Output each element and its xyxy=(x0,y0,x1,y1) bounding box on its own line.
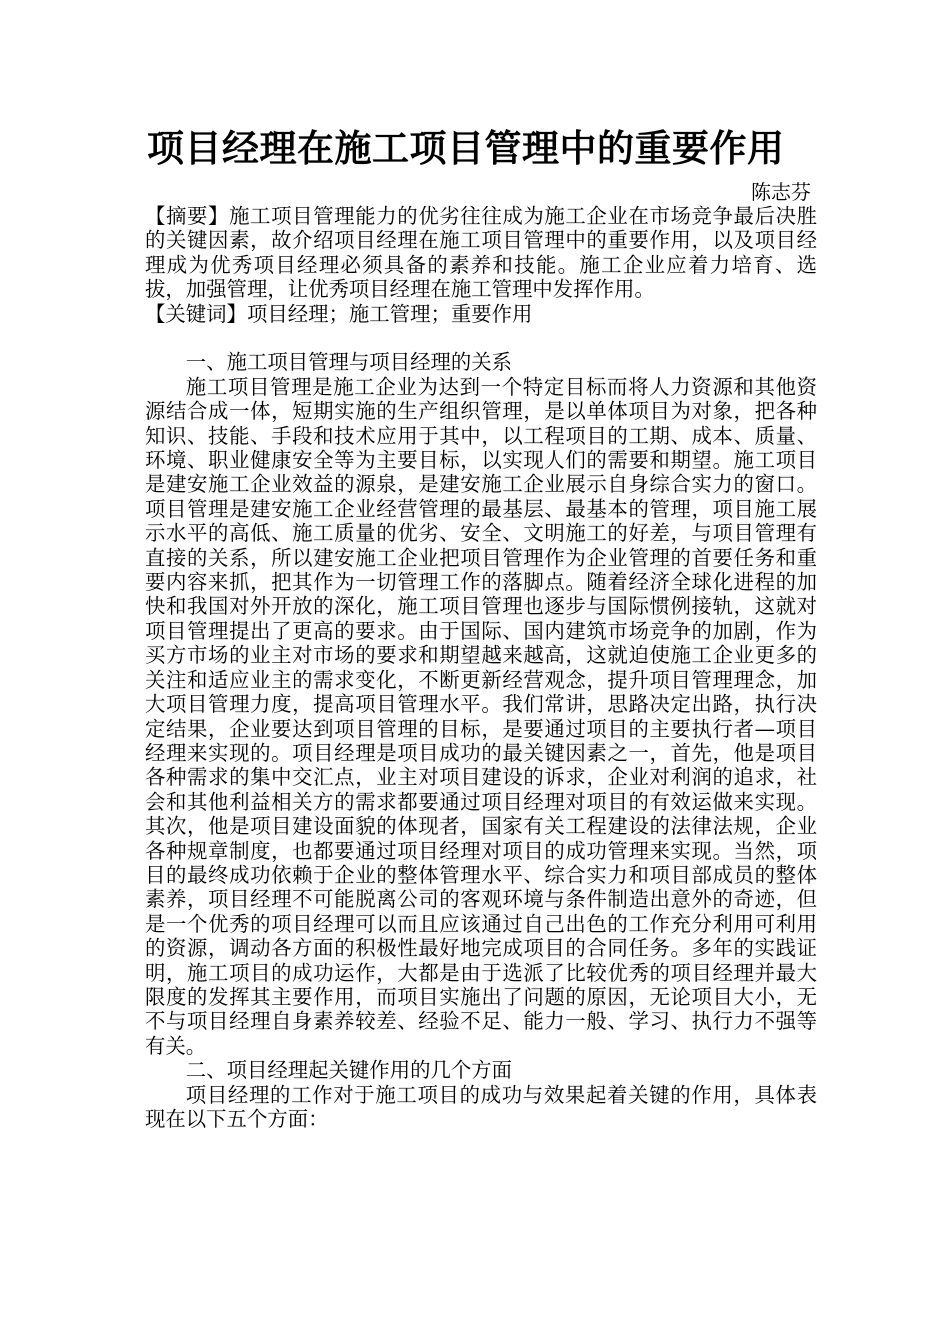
keywords-paragraph: 【关键词】项目经理；施工管理；重要作用 xyxy=(145,301,533,326)
abstract-paragraph: 【摘要】施工项目管理能力的优劣往往成为施工企业在市场竞争最后决胜的关键因素，故介绍项目经理在施工项目管理中的重要作用，以及项目经理成为优秀项目经理必须具备的素养和技能。施工企业应着力培育、选拔，加强管理，让优秀项目经理在施工管理中发挥作用。 xyxy=(145,204,817,302)
section-1-heading: 一、施工项目管理与项目经理的关系 xyxy=(185,350,513,375)
document-page xyxy=(145,118,817,1131)
document-title: 项目经理在施工项目管理中的重要作用 xyxy=(147,127,785,170)
section-2-heading: 二、项目经理起关键作用的几个方面 xyxy=(185,1058,513,1083)
document-author: 陈志芬 xyxy=(751,180,811,204)
section-1-body: 施工项目管理是施工企业为达到一个特定目标而将人力资源和其他资源结合成一体，短期实施的生产组织管理，是以单体项目为对象，把各种知识、技能、手段和技术应用于其中，以工程项目的工期、成本、质量、环境、职业健康安全等为主要目标，以实现人们的需要和期望。施工项目是建安施工企业效益的源泉，是建安施工企业展示自身综合实力的窗口。项目管理是建安施工企业经营管理的最基层、最基本的管理，项目施工展示水平的高低、施工质量的优劣、安全、文明施工的好差，与项目管理有直接的关系，所以建安施工企业把项目管理作为企业管理的首要任务和重要内容来抓，把其作为一切管理工作的落脚点。随着经济全球化进程的加快和我国对外开放的深化，施工项目管理也逐步与国际惯例接轨，这就对项目管理提出了更高的要求。由于国际、国内建筑市场竞争的加剧，作为买方市场的业主对市场的要求和期望越来越高，这就迫使施工企业更多的关注和适应业主的需求变化，不断更新经营观念，提升项目管理理念，加大项目管理力度，提高项目管理水平。我们常讲，思路决定出路，执行决定结果，企业要达到项目管理的目标，是要通过项目的主要执行者—项目经理来实现的。项目经理是项目成功的最关键因素之一，首先，他是项目各种需求的集中交汇点，业主对项目建设的诉求，企业对利润的追求，社会和其他利益相关方的需求都要通过项目经理对项目的有效运做来实现。其次，他是项目建设面貌的体现者，国家有关工程建设的法律法规，企业各种规章制度，也都要通过项目经理对项目的成功管理来实现。当然，项目的最终成功依赖于企业的整体管理水平、综合实力和项目部成员的整体素养，项目经理不可能脱离公司的客观环境与条件制造出意外的奇迹，但是一个优秀的项目经理可以而且应该通过自己出色的工作充分利用可利用的资源，调动各方面的积极性最好地完成项目的合同任务。多年的实践证明，施工项目的成功运作，大都是由于选派了比较优秀的项目经理并最大限度的发挥其主要作用，而项目实施出了问题的原因，无论项目大小，无不与项目经理自身素养较差、经验不足、能力一般、学习、执行力不强等有关。 xyxy=(145,374,817,1058)
blank-line xyxy=(145,326,817,350)
section-2-body: 项目经理的工作对于施工项目的成功与效果起着关键的作用，具体表现在以下五个方面： xyxy=(145,1082,817,1132)
